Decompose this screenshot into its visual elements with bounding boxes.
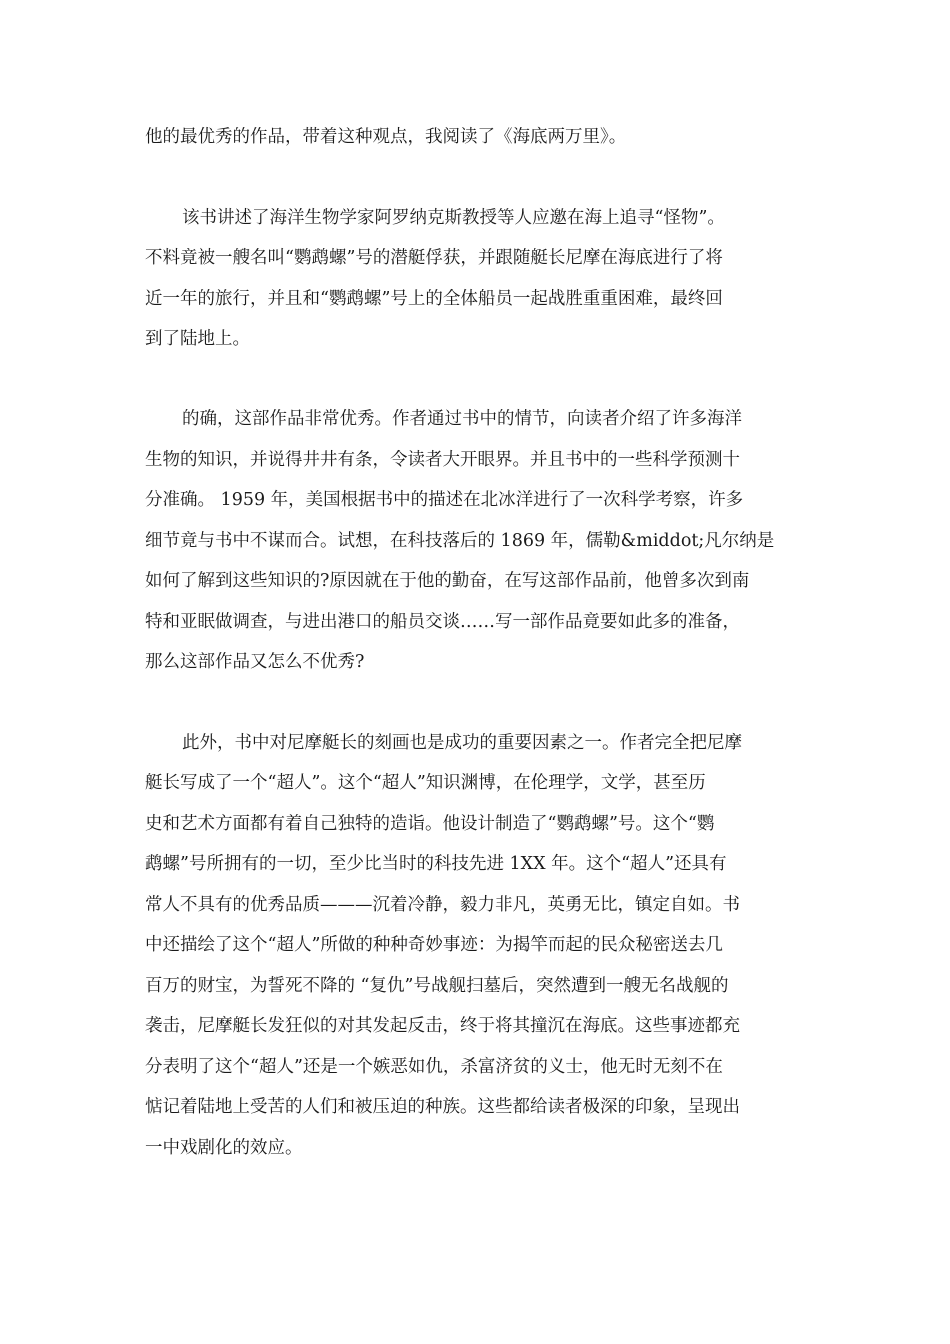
paragraph-2-line-4: 到了陆地上。: [145, 329, 250, 349]
paragraph-3-line-1: 的确，这部作品非常优秀。作者通过书中的情节，向读者介绍了许多海洋: [182, 409, 742, 429]
paragraph-4-line-7: 百万的财宝，为誓死不降的 “复仇”号战舰扫墓后，突然遭到一艘无名战舰的: [145, 976, 729, 996]
paragraph-4-line-3: 史和艺术方面都有着自己独特的造诣。他设计制造了“鹦鹉螺”号。这个“鹦: [145, 814, 715, 834]
paragraph-3-line-3: 分准确。 1959 年，美国根据书中的描述在北冰洋进行了一次科学考察，许多: [145, 490, 744, 510]
paragraph-4-line-2: 艇长写成了一个“超人”。这个“超人”知识渊博，在伦理学，文学，甚至历: [145, 773, 706, 793]
paragraph-3-line-5: 如何了解到这些知识的?原因就在于他的勤奋，在写这部作品前，他曾多次到南: [145, 571, 750, 591]
paragraph-4-line-9: 分表明了这个“超人”还是一个嫉恶如仇，杀富济贫的义士，他无时无刻不在: [145, 1057, 723, 1077]
paragraph-3-line-2: 生物的知识，并说得井井有条，令读者大开眼界。并且书中的一些科学预测十: [145, 450, 740, 470]
paragraph-4-line-5: 常人不具有的优秀品质———沉着冷静，毅力非凡，英勇无比，镇定自如。书: [145, 895, 740, 915]
paragraph-1-line-1: 他的最优秀的作品，带着这种观点，我阅读了《海底两万里》。: [145, 127, 627, 147]
paragraph-2-line-3: 近一年的旅行，并且和“鹦鹉螺”号上的全体船员一起战胜重重困难，最终回: [145, 289, 723, 309]
paragraph-4-line-4: 鹉螺”号所拥有的一切，至少比当时的科技先进 1XX 年。这个“超人”还具有: [145, 854, 727, 874]
paragraph-3-line-7: 那么这部作品又怎么不优秀?: [145, 652, 365, 672]
paragraph-4-line-10: 惦记着陆地上受苦的人们和被压迫的种族。这些都给读者极深的印象，呈现出: [145, 1097, 740, 1117]
paragraph-4-line-6: 中还描绘了这个“超人”所做的种种奇妙事迹：为揭竿而起的民众秘密送去几: [145, 935, 723, 955]
paragraph-3-line-4: 细节竟与书中不谋而合。试想，在科技落后的 1869 年，儒勒&middot;凡尔纳是: [145, 531, 775, 551]
paragraph-4-line-1: 此外，书中对尼摩艇长的刻画也是成功的重要因素之一。作者完全把尼摩: [182, 733, 742, 753]
paragraph-4-line-11: 一中戏剧化的效应。: [145, 1138, 303, 1158]
paragraph-2-line-1: 该书讲述了海洋生物学家阿罗纳克斯教授等人应邀在海上追寻“怪物”。: [182, 208, 725, 228]
paragraph-3-line-6: 特和亚眠做调查，与进出港口的船员交谈……写一部作品竟要如此多的准备，: [145, 612, 740, 632]
paragraph-4-line-8: 袭击，尼摩艇长发狂似的对其发起反击，终于将其撞沉在海底。这些事迹都充: [145, 1016, 740, 1036]
paragraph-2-line-2: 不料竟被一艘名叫“鹦鹉螺”号的潜艇俘获，并跟随艇长尼摩在海底进行了将: [145, 248, 723, 268]
